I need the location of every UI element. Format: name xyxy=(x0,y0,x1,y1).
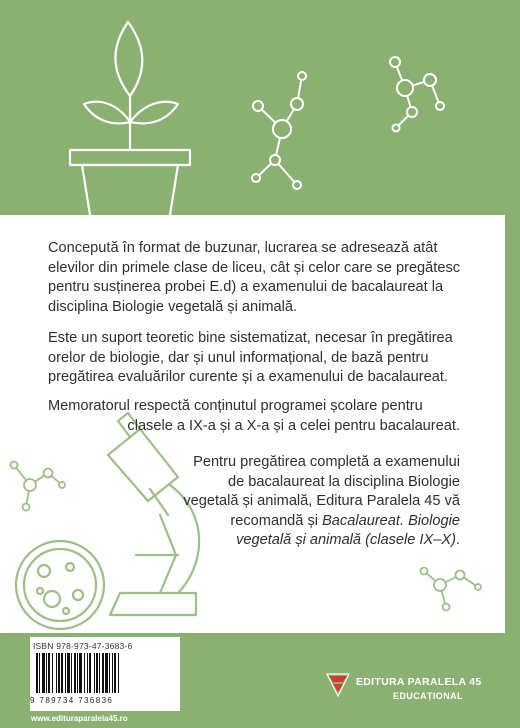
text-panel xyxy=(0,215,505,633)
molecule-icon xyxy=(11,462,66,511)
publisher-url: www.edituraparalela45.ro xyxy=(31,714,128,723)
paragraph-recommendation xyxy=(178,453,460,551)
publisher-logo-icon xyxy=(327,674,349,696)
molecule-icon xyxy=(252,72,306,189)
publisher-name: EDITURA PARALELA 45 xyxy=(356,676,482,688)
recommendation-text: Pentru pregătirea completă a examenului de bacalaureat la disciplina Biologie vegetală și animală, Editura Paralela 45 vă recomandă și xyxy=(183,454,460,529)
paragraph-intro: Concepută în format de buzunar, lucrarea se adresează atât elevilor din primele clase de liceu, cât și celor care se pregătesc pentru susținerea probei E.d) a examenului de bacalaureat la disciplina Biologie vegetală și animală. xyxy=(48,240,461,315)
petri-dish-icon xyxy=(16,541,104,629)
recommended-book-title: Bacalaureat. Biologie vegetală și animală (clasele IX–X) xyxy=(236,512,460,548)
recommendation-end: . xyxy=(455,532,460,548)
paragraph-curriculum-line2: clasele a IX-a și a X-a și a celei pentru bacalaureat. xyxy=(127,418,460,434)
molecule-icon xyxy=(390,57,444,132)
isbn-text: ISBN 978-973-47-3683-6 xyxy=(33,641,133,651)
molecule-icon xyxy=(421,568,482,611)
paragraph-support: Este un suport teoretic bine sistematizat, necesar în pregătirea orelor de biologie, dar și unul informațional, de bază pentru pregătirea evaluărilor curente și a examenului de bacalaureat. xyxy=(48,330,453,385)
top-illustration xyxy=(0,0,520,215)
barcode-digits: 9 789734 736836 xyxy=(30,696,114,705)
publisher-subtitle: EDUCAȚIONAL xyxy=(393,691,463,701)
paragraph-curriculum-line1: Memoratorul respectă conținutul programei școlare pentru xyxy=(48,398,423,414)
barcode-icon xyxy=(34,653,174,697)
plant-pot-icon xyxy=(70,22,190,215)
